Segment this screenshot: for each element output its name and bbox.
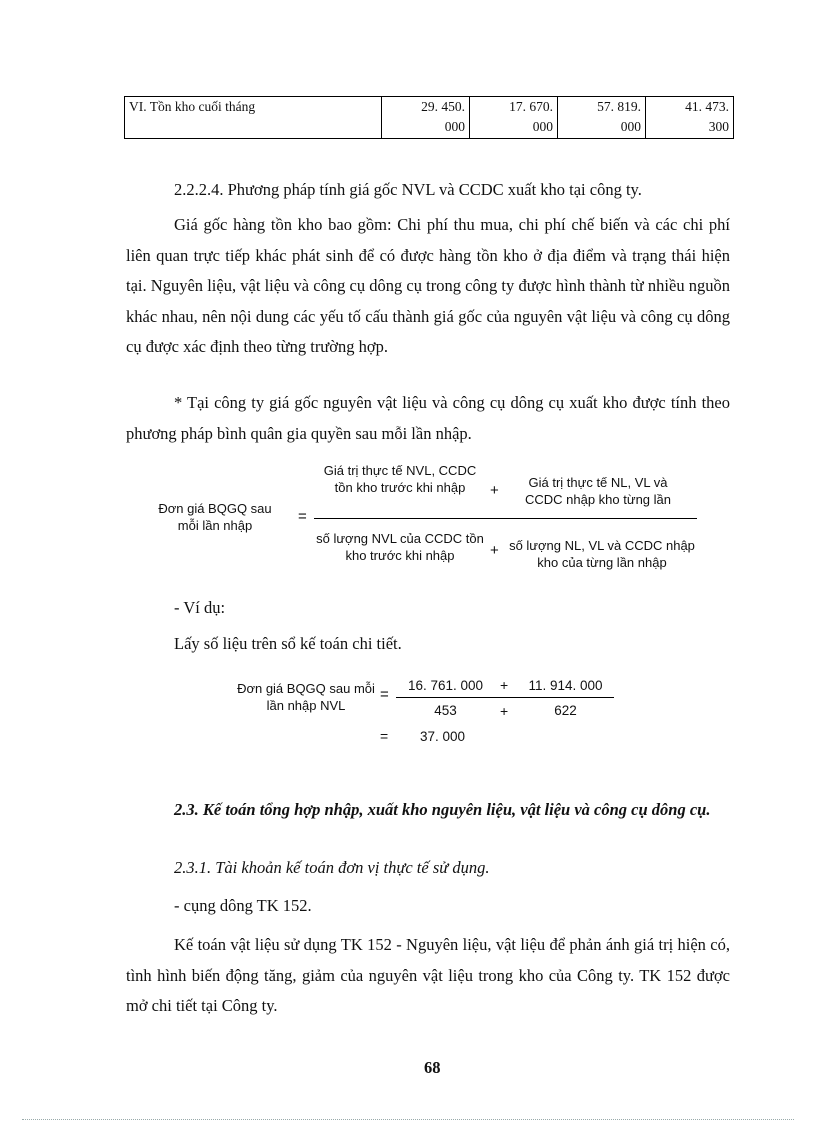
formula-denominator-a: số lượng NVL của CCDC tồn kho trước khi nhập	[316, 531, 484, 563]
formula-numerator-a: Giá trị thực tế NVL, CCDC tồn kho trước khi nhập	[323, 463, 477, 495]
formula-equals: =	[298, 508, 307, 525]
example-plus: +	[500, 703, 509, 719]
example-result: 37. 000	[420, 729, 466, 744]
formula-denominator-b: số lượng NL, VL và CCDC nhập kho của từng lần nhập	[509, 538, 695, 570]
paragraph: Giá gốc hàng tồn kho bao gồm: Chi phí thu mua, chi phí chế biến và các chi phí liên quan trực tiếp khác phát sinh để có được hàng tồn kho ở địa điểm và trạng thái hiện tại. Nguyên liệu, vật liệu và công cụ dông cụ trong công ty được hình thành từ nhiều nguồn khác nhau, nên nội dung các yếu tố cấu thành giá gốc của nguyên vật liệu và công cụ dông cụ được xác định theo từng trường hợp.	[126, 215, 730, 356]
page-number: 68	[424, 1058, 441, 1077]
stock-table	[124, 96, 734, 139]
subsection-heading: 2.3.1. Tài khoản kế toán đơn vị thực tế sử dụng.	[174, 858, 490, 877]
paragraph: Kế toán vật liệu sử dụng TK 152 - Nguyên liệu, vật liệu để phản ánh giá trị hiện có, tình hình biến động tăng, giảm của nguyên vật liệu trong kho của Công ty. TK 152 được mở chi tiết tại Công ty.	[126, 935, 730, 1015]
paragraph: * Tại công ty giá gốc nguyên vật liệu và công cụ dông cụ xuất kho được tính theo phương pháp bình quân gia quyền sau mỗi lần nhập.	[126, 393, 730, 443]
formula-plus: +	[490, 542, 499, 559]
table-cell-label: VI. Tồn kho cuối tháng	[125, 97, 382, 139]
example-plus: +	[500, 677, 509, 693]
formula-lhs: Đơn giá BQGQ sau mỗi lần nhập	[158, 501, 272, 533]
example-text: Lấy số liệu trên sổ kế toán chi tiết.	[174, 634, 402, 653]
section-heading: 2.3. Kế toán tổng hợp nhập, xuất kho nguyên liệu, vật liệu và công cụ dông cụ.	[174, 800, 711, 819]
page-border	[22, 1119, 794, 1120]
table-cell-value: 57. 819. 000	[558, 97, 646, 139]
example-denominator-a: 453	[434, 703, 457, 718]
example-equals: =	[380, 686, 389, 703]
table-row	[125, 97, 734, 139]
example-numerator-b: 11. 914. 000	[528, 678, 603, 693]
table-cell-value: 17. 670. 000	[470, 97, 558, 139]
example-lhs: Đơn giá BQGQ sau mỗi lần nhập NVL	[237, 681, 375, 713]
result-equals: =	[380, 728, 389, 744]
table-cell-value: 41. 473. 300	[646, 97, 734, 139]
fraction-bar	[396, 697, 614, 698]
example-numerator-a: 16. 761. 000	[407, 678, 484, 693]
bullet-item: - cụng dông TK 152.	[174, 896, 312, 915]
example-heading: - Ví dụ:	[174, 598, 226, 617]
section-heading: 2.2.2.4. Phương pháp tính giá gốc NVL và CCDC xuất kho tại công ty.	[174, 180, 642, 199]
formula-numerator-b: Giá trị thực tế NL, VL và CCDC nhập kho từng lần	[524, 475, 671, 507]
table-cell-value: 29. 450. 000	[382, 97, 470, 139]
fraction-bar	[314, 518, 697, 519]
example-denominator-b: 622	[554, 703, 577, 718]
formula-plus: +	[490, 482, 499, 499]
